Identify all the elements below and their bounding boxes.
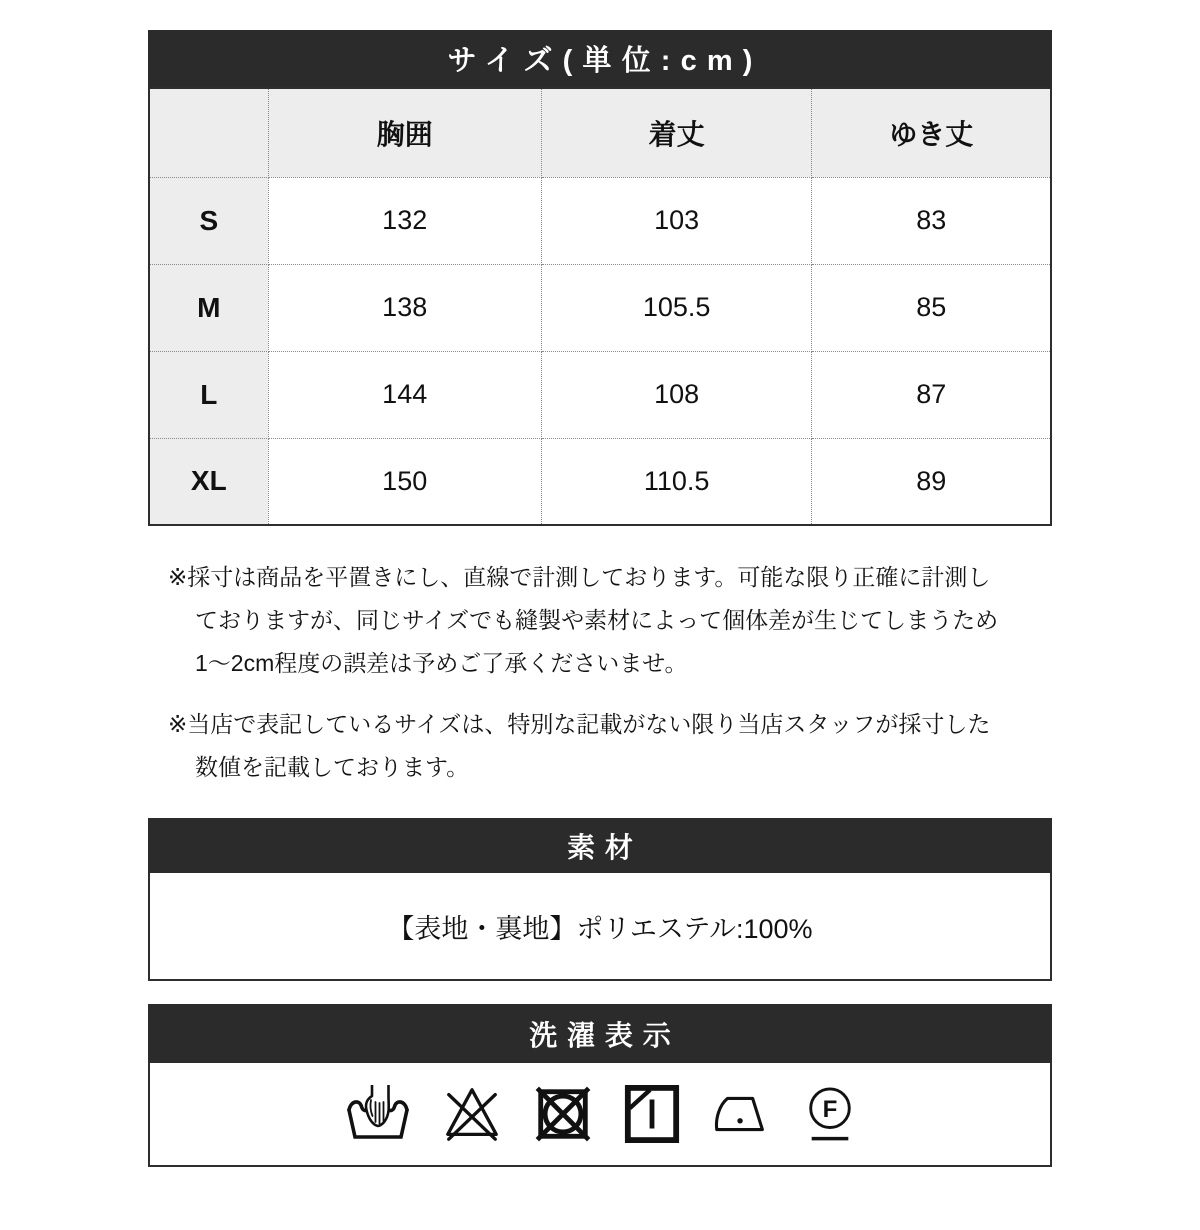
size-label: S [149,177,268,264]
corner-cell [149,88,268,177]
length-value: 110.5 [541,438,812,525]
table-row-m [149,264,1051,351]
size-section [148,30,1052,526]
chest-value: 144 [268,351,541,438]
laundry-section [148,1004,1052,1167]
size-section-title: サイズ(単位:cm) [148,30,1052,87]
size-label: L [149,351,268,438]
hand-wash-icon [344,1083,412,1145]
length-value: 103 [541,177,812,264]
laundry-icons [148,1063,1052,1167]
table-row-l [149,351,1051,438]
iron-low-heat-icon [710,1083,774,1145]
notes [168,556,1052,789]
chest-value: 150 [268,438,541,525]
note-line: ておりますが、同じサイズでも縫製や素材によって個体差が生じてしまうため [195,607,999,633]
content [148,30,1052,1167]
gentle-cleaning-f-icon [803,1083,857,1145]
size-label: XL [149,438,268,525]
note-measurement [168,556,1052,685]
sleeve-value: 85 [812,264,1051,351]
column-header-length: 着丈 [541,88,812,177]
sleeve-value: 87 [812,351,1051,438]
laundry-section-title: 洗濯表示 [148,1004,1052,1063]
f-letter: F [822,1095,837,1123]
size-table-header-row [149,88,1051,177]
do-not-bleach-icon [441,1083,503,1145]
sleeve-value: 89 [812,438,1051,525]
column-header-chest: 胸囲 [268,88,541,177]
note-line: 数値を記載しております。 [195,754,470,780]
note-staff-measured [168,703,1052,789]
material-section-title: 素材 [148,818,1052,873]
length-value: 105.5 [541,264,812,351]
material-content: 【表地・裏地】ポリエステル:100% [148,873,1052,981]
length-value: 108 [541,351,812,438]
note-line: ※採寸は商品を平置きにし、直線で計測しております。可能な限り正確に計測し [168,564,991,590]
material-section [148,818,1052,981]
do-not-tumble-dry-icon [532,1083,594,1145]
note-line: 1〜2cm程度の誤差は予めご了承くださいませ。 [195,650,688,676]
chest-value: 132 [268,177,541,264]
sleeve-value: 83 [812,177,1051,264]
hang-dry-in-shade-icon [623,1083,681,1145]
chest-value: 138 [268,264,541,351]
column-header-sleeve: ゆき丈 [812,88,1051,177]
note-line: ※当店で表記しているサイズは、特別な記載がない限り当店スタッフが採寸した [168,711,991,737]
table-row-xl [149,438,1051,525]
size-label: M [149,264,268,351]
table-row-s [149,177,1051,264]
size-table [148,87,1052,526]
